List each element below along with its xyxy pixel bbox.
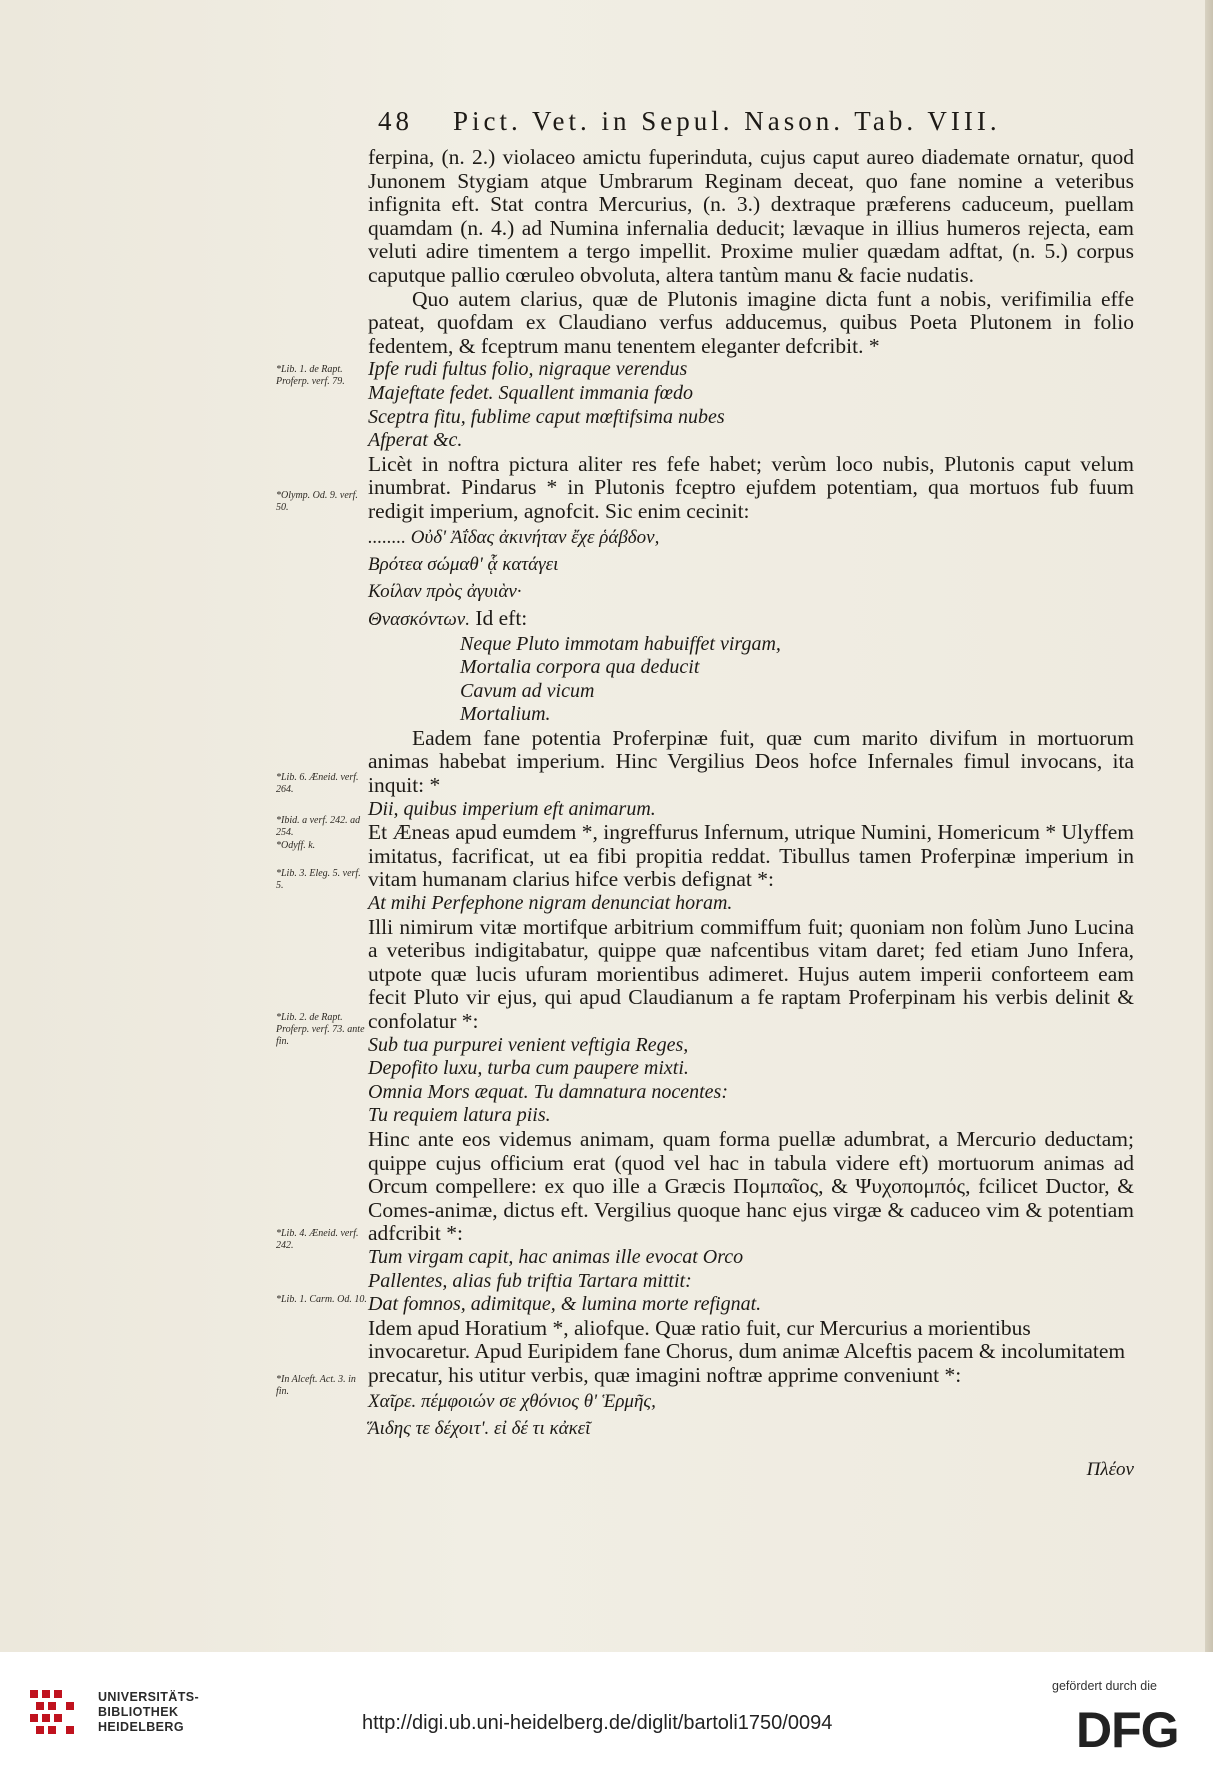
funded-by-label: gefördert durch die	[1052, 1679, 1157, 1693]
verse-line: Sceptra fitu, fublime caput mœftifsima nubes	[368, 405, 725, 428]
margin-note: *Lib. 6. Æneid. verf. 264.	[276, 772, 359, 795]
margin-note: *In Alceft. Act. 3. in fin.	[276, 1374, 356, 1397]
footer-bar	[0, 1652, 1213, 1767]
margin-note: *Lib. 3. Eleg. 5. verf. 5.	[276, 868, 361, 891]
greek-line: Ἅιδης τε δέχοιτ'. εἰ δέ τι κἀκεῖ	[368, 1417, 591, 1439]
paragraph: Et Æneas apud eumdem *, ingreffurus Infernum, utrique Numini, Homericum * Ulyffem imitatus, facrificat, ut ea fibi propitia reddat. Tibullus tamen Proferpinæ imperium in vitam humanam clarius hifce verbis defignat *:	[368, 820, 1134, 892]
greek-line	[368, 605, 1134, 633]
verse-line: Cavum ad vicum	[460, 679, 595, 702]
margin-note: *Olymp. Od. 9. verf. 50.	[276, 490, 358, 513]
verse-line: Depofito luxu, turba cum paupere mixti.	[368, 1057, 689, 1080]
verse-line: Majeftate fedet. Squallent immania fœdo	[368, 381, 693, 404]
running-title: Pict. Vet. in Sepul. Nason. Tab. VIII.	[453, 106, 1001, 136]
verse-line: Tu requiem latura piis.	[368, 1104, 551, 1127]
page-number: 48	[378, 106, 413, 136]
margin-note: *Odyff. k.	[276, 840, 316, 851]
verse-line: Mortalium.	[460, 703, 551, 726]
verse-line: Tum virgam capit, hac animas ille evocat Orco	[368, 1245, 744, 1268]
main-text	[368, 146, 1134, 1481]
verse-line: Dii, quibus imperium eft animarum.	[368, 797, 656, 820]
margin-note: *Lib. 2. de Rapt. Proferp. verf. 73. ante fin.	[276, 1012, 365, 1047]
page-edge	[1205, 0, 1213, 1652]
verse-line: At mihi Perfephone nigram denunciat horam.	[368, 892, 733, 915]
greek-line: Κοίλαν πρὸς ἀγυιὰν·	[368, 580, 522, 602]
paragraph: Idem apud Horatium *, aliofque. Quæ ratio fuit, cur Mercurius a morientibus invocaretur. Apud Euripidem fane Chorus, dum animæ Alceftis pacem & incolumitatem precatur, his utitur verbis, quæ imagini noftræ apprime conveniunt *:	[368, 1315, 1126, 1387]
greek-line: Βρότεα σώμαθ' ᾇ κατάγει	[368, 553, 559, 575]
paragraph: Illi nimirum vitæ mortifque arbitrium commiffum fuit; quoniam non folùm Juno Lucina a veteribus indigitabatur, quippe quæ nafcentibus vitam daret; fed etiam Juno Infera, utpote quæ lucis ufuram morientibus adimeret. Hujus autem imperii conforteem eam fecit Pluto vir ejus, qui apud Claudianum a fe raptam Proferpinam his verbis delinit & confolatur *:	[368, 914, 1134, 1033]
verse-line: Omnia Mors æquat. Tu damnatura nocentes:	[368, 1080, 728, 1103]
greek-line: Χαῖρε. πέμφοιών σε χθόνιος θ' Ἑρμῆς,	[368, 1390, 656, 1412]
greek-word: Θνασκόντων.	[368, 608, 470, 630]
library-name: UNIVERSITÄTS- BIBLIOTHEK HEIDELBERG	[98, 1690, 200, 1734]
paragraph: Licèt in noftra pictura aliter res fefe habet; verùm loco nubis, Plutonis caput velum inumbrat. Pindarus * in Plutonis fceptro ejufdem potentiam, qua mortuos fub fuum redigit imperium, agnofcit. Sic enim cecinit:	[368, 451, 1134, 523]
university-library-logo-icon	[28, 1688, 88, 1736]
verse-line: Ipfe rudi fultus folio, nigraque verendus	[368, 358, 688, 381]
paragraph: ferpina, (n. 2.) violaceo amictu fuperinduta, cujus caput aureo diademate ornatur, quod Junonem Stygiam atque Umbrarum Reginam deceat, quo fane nomine a veteribus infignita eft. Stat contra Mercurius, (n. 3.) dextraque præferens caduceum, puellam quamdam (n. 4.) ad Numina infernalia deducit; lævaque in illius humeros rejecta, eam veluti adire timentem a tergo impellit. Proxime mulier quædam adftat, (n. 5.) corpus caputque pallio cœruleo obvoluta, altera tantùm manu & facie nudatis.	[368, 145, 1134, 287]
paragraph: Eadem fane potentia Proferpinæ fuit, quæ cum marito divifum in mortuorum animas habebat imperium. Hinc Vergilius Deos hofce Infernales fimul invocans, ita inquit: *	[368, 725, 1134, 798]
verse-line: Mortalia corpora qua deducit	[460, 656, 700, 679]
margin-note: *Lib. 1. Carm. Od. 10.	[276, 1294, 367, 1305]
paragraph: Hinc ante eos videmus animam, quam forma puellæ adumbrat, a Mercurio deductam; quippe cujus officium erat (quod vel hac in tabula videre eft) mortuorum animas ad Orcum compellere: ex quo ille a Græcis Πομπαῖος, & Ψυχοπομπός, fcilicet Ductor, & Comes-animæ, dictus eft. Vergilius quoque hanc ejus virgæ & caduceo vim & potentiam adfcribit *:	[368, 1126, 1134, 1246]
verse-line: Afperat &c.	[368, 429, 463, 452]
dfg-logo: DFG	[1076, 1702, 1179, 1758]
verse-line: Dat fomnos, adimitque, & lumina morte refignat.	[368, 1293, 762, 1316]
margin-note: *Lib. 1. de Rapt. Proferp. verf. 79.	[276, 364, 345, 387]
id-est: Id eft:	[469, 605, 528, 630]
catchword: Πλέον	[1086, 1458, 1134, 1480]
running-head	[378, 106, 1058, 140]
margin-note: *Lib. 4. Æneid. verf. 242.	[276, 1228, 359, 1251]
verse-line: Sub tua purpurei venient veftigia Reges,	[368, 1033, 689, 1056]
verse-line: Neque Pluto immotam habuiffet virgam,	[460, 632, 781, 655]
greek-line: ........ Οὐδ' Ἀΐδας ἀκινήταν ἔχε ῥάβδον,	[368, 526, 660, 548]
paragraph: Quo autem clarius, quæ de Plutonis imagine dicta funt a nobis, verifimilia effe pateat, quofdam ex Claudiano verfus adducemus, quibus Poeta Plutonem in folio fedentem, & fceptrum manu tenentem eleganter defcribit. *	[368, 286, 1134, 358]
permalink[interactable]: http://digi.ub.uni-heidelberg.de/diglit/bartoli1750/0094	[362, 1712, 833, 1734]
verse-line: Pallentes, alias fub triftia Tartara mittit:	[368, 1269, 692, 1292]
margin-note: *Ibid. a verf. 242. ad 254.	[276, 815, 361, 838]
